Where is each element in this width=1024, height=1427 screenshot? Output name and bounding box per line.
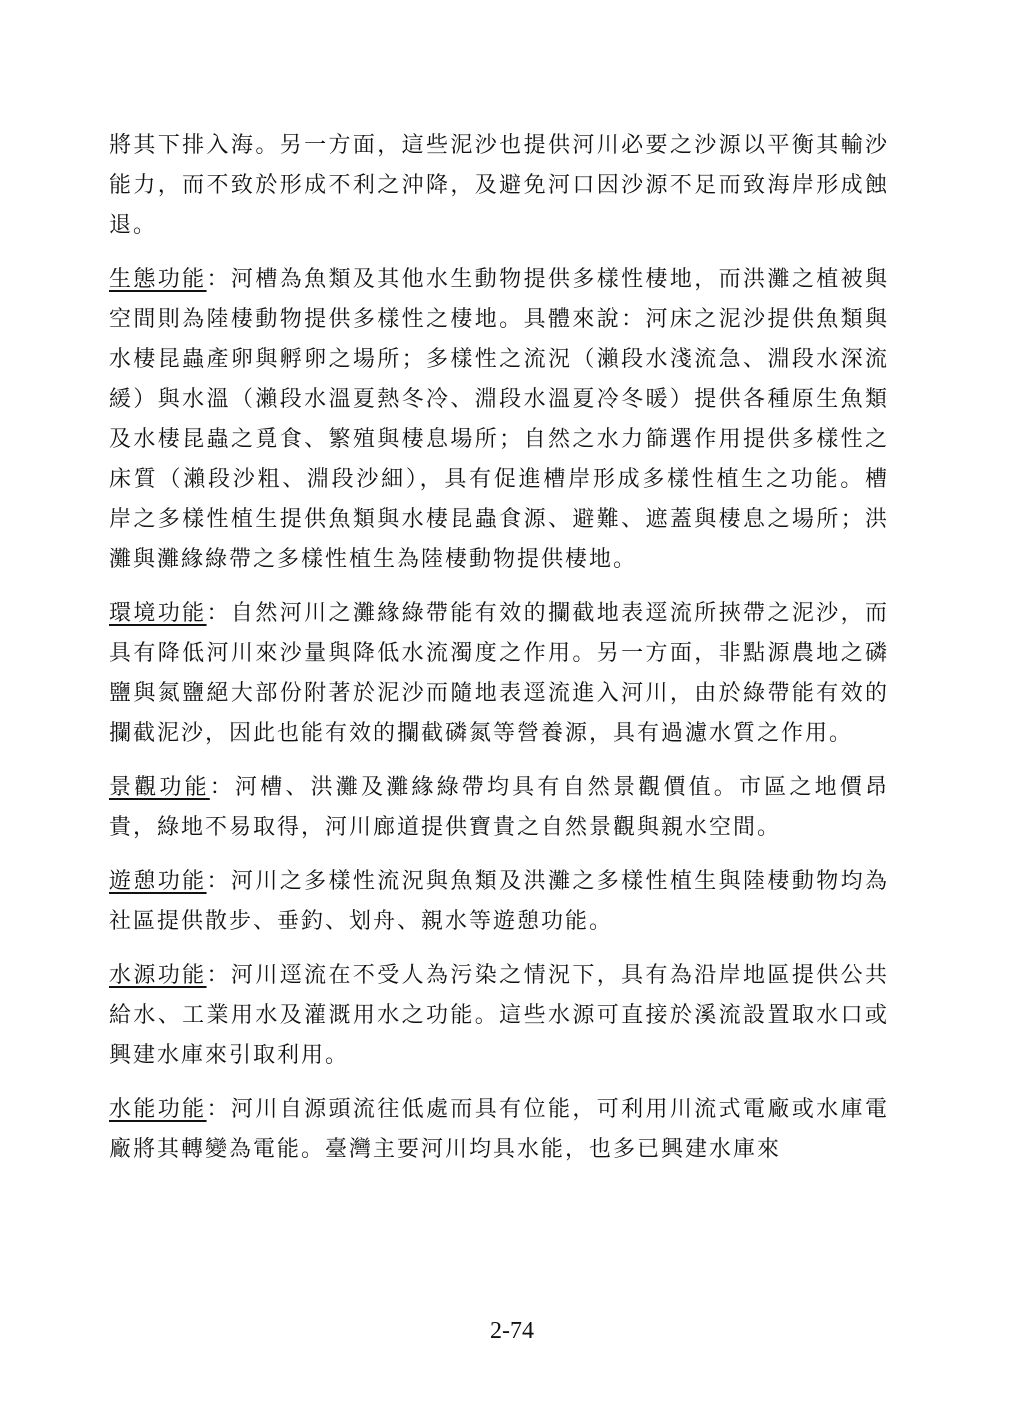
paragraph-text: ：河川之多樣性流況與魚類及洪灘之多樣性植生與陸棲動物均為社區提供散步、垂釣、划舟、親水等遊憩功能。	[109, 869, 889, 934]
section-heading: 水能功能	[109, 1097, 207, 1122]
paragraph-text: ：河槽、洪灘及灘緣綠帶均具有自然景觀價值。市區之地價昂貴，綠地不易取得，河川廊道提供寶貴之自然景觀與親水空間。	[109, 775, 889, 840]
paragraph-hydropower-function	[109, 1090, 889, 1170]
paragraph-text: ：自然河川之灘緣綠帶能有效的攔截地表逕流所挾帶之泥沙，而具有降低河川來沙量與降低水流濁度之作用。另一方面，非點源農地之磷鹽與氮鹽絕大部份附著於泥沙而隨地表逕流進入河川，由於綠帶能有效的攔截泥沙，因此也能有效的攔截磷氮等營養源，具有過濾水質之作用。	[109, 601, 889, 746]
section-heading: 環境功能	[109, 601, 207, 626]
paragraph-recreation-function	[109, 862, 889, 942]
section-heading: 水源功能	[109, 963, 207, 988]
paragraph-landscape-function	[109, 768, 889, 848]
page-number: 2-74	[490, 1318, 534, 1344]
paragraph-text: 將其下排入海。另一方面，這些泥沙也提供河川必要之沙源以平衡其輸沙能力，而不致於形成不利之沖降，及避免河口因沙源不足而致海岸形成蝕退。	[109, 133, 889, 238]
paragraph-intro-continued	[109, 126, 889, 246]
paragraph-water-source-function	[109, 956, 889, 1076]
body-text	[109, 126, 889, 1184]
paragraph-text: ：河川逕流在不受人為污染之情況下，具有為沿岸地區提供公共給水、工業用水及灌溉用水之功能。這些水源可直接於溪流設置取水口或興建水庫來引取利用。	[109, 963, 889, 1068]
paragraph-environmental-function	[109, 594, 889, 754]
section-heading: 生態功能	[109, 267, 207, 292]
paragraph-text: ：河槽為魚類及其他水生動物提供多樣性棲地，而洪灘之植被與空間則為陸棲動物提供多樣性之棲地。具體來說：河床之泥沙提供魚類與水棲昆蟲產卵與孵卵之場所；多樣性之流況（瀨段水淺流急、淵段水深流緩）與水溫（瀨段水溫夏熱冬冷、淵段水溫夏冷冬暖）提供各種原生魚類及水棲昆蟲之覓食、繁殖與棲息場所；自然之水力篩選作用提供多樣性之床質（瀨段沙粗、淵段沙細），具有促進槽岸形成多樣性植生之功能。槽岸之多樣性植生提供魚類與水棲昆蟲食源、避難、遮蓋與棲息之場所；洪灘與灘緣綠帶之多樣性植生為陸棲動物提供棲地。	[109, 267, 889, 572]
section-heading: 景觀功能	[109, 775, 210, 800]
paragraph-ecological-function	[109, 260, 889, 580]
paragraph-text: ：河川自源頭流往低處而具有位能，可利用川流式電廠或水庫電廠將其轉變為電能。臺灣主要河川均具水能，也多已興建水庫來	[109, 1097, 889, 1162]
section-heading: 遊憩功能	[109, 869, 207, 894]
